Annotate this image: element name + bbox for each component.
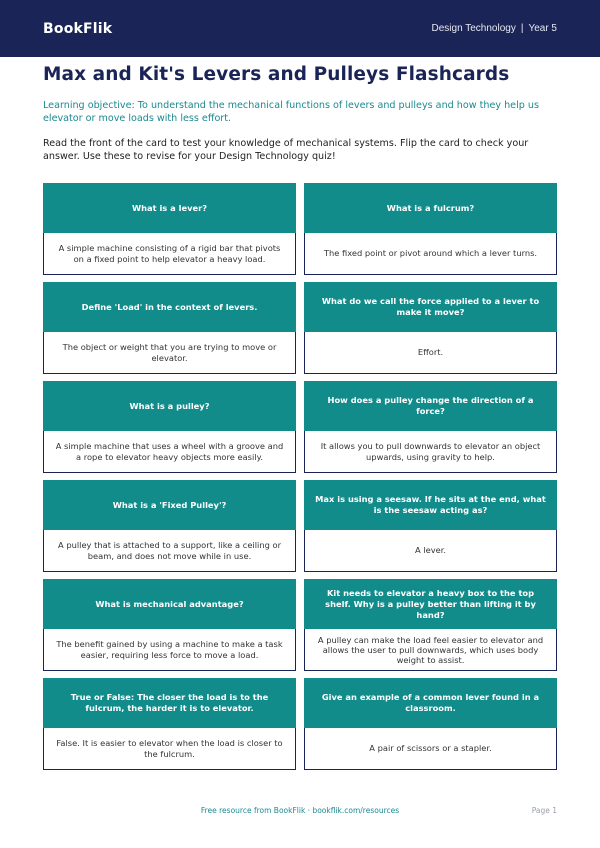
flashcard-back: A lever. [304,530,557,572]
flashcard[interactable] [43,678,296,770]
flashcard-back: A pair of scissors or a stapler. [304,728,557,770]
page-footer [0,806,600,820]
flashcard-back: A simple machine that uses a wheel with a groove and a rope to elevator heavy objects more easily. [43,431,296,473]
top-bar [0,0,600,57]
flashcard-back: Effort. [304,332,557,374]
flashcard-back: False. It is easier to elevator when the load is closer to the fulcrum. [43,728,296,770]
flashcard-back: The benefit gained by using a machine to make a task easier, requiring less force to move a load. [43,629,296,671]
page-number: Page 1 [531,806,557,815]
brand-logo[interactable]: BookFlik [43,20,113,37]
flashcard[interactable] [43,381,296,473]
flashcard[interactable] [304,480,557,572]
page-title: Max and Kit's Levers and Pulleys Flashcards [43,64,510,85]
flashcard-front[interactable]: What is a lever? [43,183,296,233]
breadcrumb-subject: Design Technology [431,23,516,34]
flashcard[interactable] [43,579,296,671]
learning-objective: Learning objective: To understand the mechanical functions of levers and pulleys and how they help us elevator or move loads with less effort. [43,100,539,124]
flashcard-grid [43,183,557,770]
intro-text: Read the front of the card to test your knowledge of mechanical systems. Flip the card to check your answer. Use these to revise for your Design Technology quiz! [43,138,529,162]
flashcard-front[interactable]: True or False: The closer the load is to the fulcrum, the harder it is to elevator. [43,678,296,728]
footer-source-link[interactable]: Free resource from BookFlik · bookflik.com/resources [200,806,400,815]
breadcrumb [432,23,557,34]
flashcard-front[interactable]: What is a pulley? [43,381,296,431]
flashcard-back: A pulley that is attached to a support, like a ceiling or beam, and does not move while in use. [43,530,296,572]
flashcard-back: The fixed point or pivot around which a lever turns. [304,233,557,275]
flashcard[interactable] [304,282,557,374]
flashcard-back: A pulley can make the load feel easier to elevator and allows the user to pull downwards, which uses body weight to assist. [304,629,557,671]
flashcard[interactable] [43,183,296,275]
flashcard-front[interactable]: What do we call the force applied to a lever to make it move? [304,282,557,332]
flashcard-front[interactable]: How does a pulley change the direction of a force? [304,381,557,431]
flashcard-back: It allows you to pull downwards to elevator an object upwards, using gravity to help. [304,431,557,473]
flashcard[interactable] [304,381,557,473]
breadcrumb-separator: | [520,23,524,34]
flashcard-front[interactable]: What is mechanical advantage? [43,579,296,629]
flashcard-front[interactable]: Max is using a seesaw. If he sits at the end, what is the seesaw acting as? [304,480,557,530]
flashcard-front[interactable]: Give an example of a common lever found in a classroom. [304,678,557,728]
flashcard-front[interactable]: Kit needs to elevator a heavy box to the top shelf. Why is a pulley better than lifting it by hand? [304,579,557,629]
flashcard-back: The object or weight that you are trying to move or elevator. [43,332,296,374]
flashcard[interactable] [43,480,296,572]
breadcrumb-year: Year 5 [528,23,557,34]
flashcard-front[interactable]: Define 'Load' in the context of levers. [43,282,296,332]
flashcard-front[interactable]: What is a fulcrum? [304,183,557,233]
flashcard-back: A simple machine consisting of a rigid bar that pivots on a fixed point to help elevator a heavy load. [43,233,296,275]
flashcard[interactable] [43,282,296,374]
flashcard[interactable] [304,183,557,275]
flashcard[interactable] [304,579,557,671]
flashcard[interactable] [304,678,557,770]
flashcard-front[interactable]: What is a 'Fixed Pulley'? [43,480,296,530]
